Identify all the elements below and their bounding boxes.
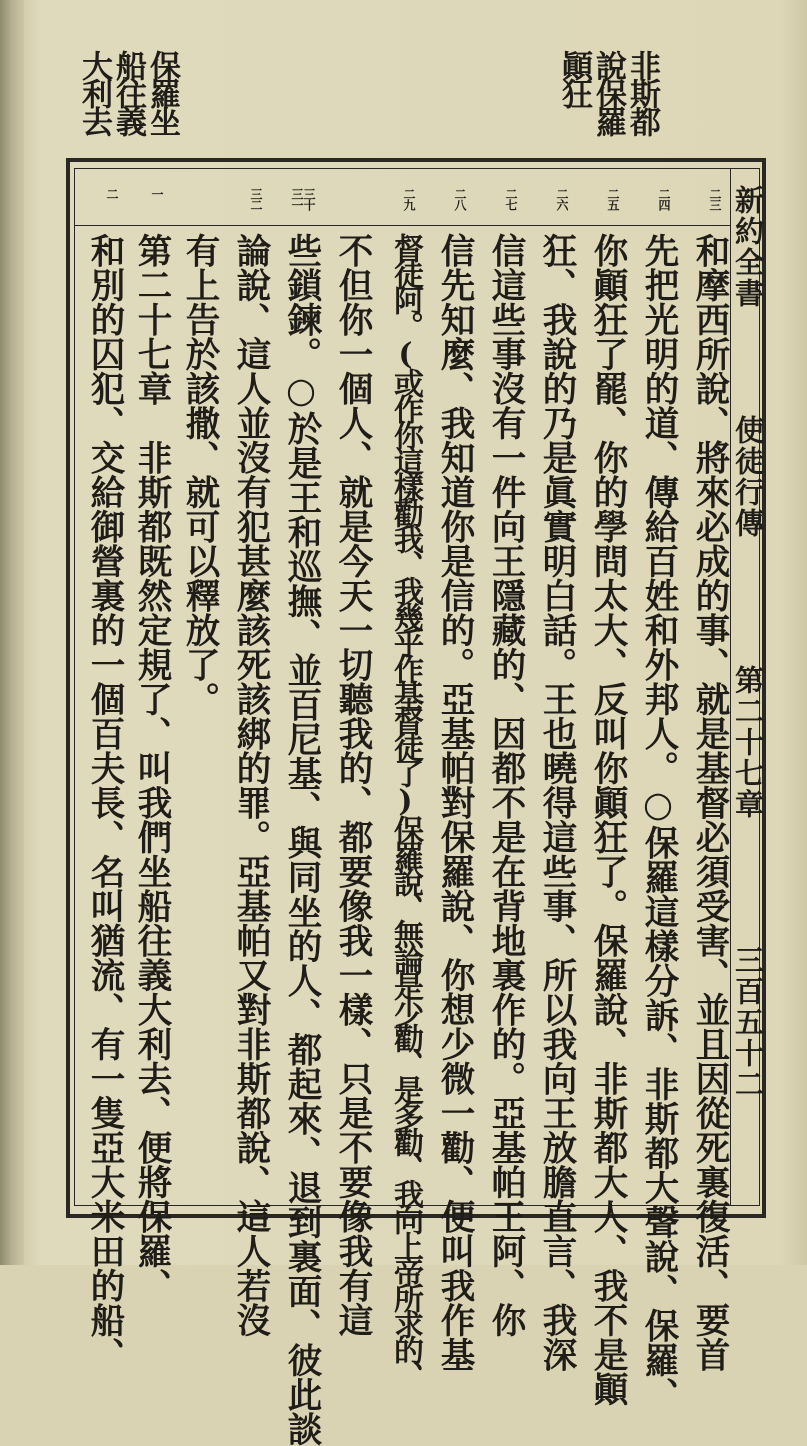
text-column: 信先知麼、我知道你是信的。亞基帕對保羅說、你想少微一勸、便叫我作基 <box>434 233 474 1372</box>
headnote-line: 船往義 <box>110 50 146 134</box>
verse-number: 二八 <box>453 188 467 210</box>
chapter-label: 第二十七章 <box>731 665 765 820</box>
chapter-heading-column: 第二十七章 非斯都既然定規了、叫我們坐船往義大利去、便將保羅、 <box>131 233 171 1303</box>
text-column: 論說、這人並沒有犯甚麼該死該綁的罪。亞基帕又對非斯都說、這人若沒 <box>230 233 270 1337</box>
text-column: 和別的囚犯、交給御營裏的一個百夫長、名叫猶流、有一隻亞大米田的船、 <box>84 233 124 1372</box>
headnote-line: 說保羅 <box>590 50 626 134</box>
headnote-line: 非斯都 <box>624 50 660 134</box>
book-name: 使徒行傳 <box>731 415 765 539</box>
verse-number: 二 <box>105 188 119 199</box>
text-column: 不但你一個人、就是今天一切聽我的、都要像我一樣、只是不要像我有這 <box>332 233 372 1337</box>
verse-number: 三二 <box>249 188 263 210</box>
verse-number: 二六 <box>555 188 569 210</box>
verse-number: 二五 <box>606 188 620 210</box>
text-column: 先把光明的道、傳給百姓和外邦人。○保羅這樣分訴、非斯都大聲說、保羅、 <box>638 233 678 1412</box>
text-column: 狂、我說的乃是眞實明白話。王也曉得這些事、所以我向王放膽直言、我深 <box>536 233 576 1372</box>
headnote-right <box>558 50 660 134</box>
text-column: 信這些事沒有一件向王隱藏的、因都不是在背地裏作的。亞基帕王阿、你 <box>485 233 525 1337</box>
verse-number: 二九 <box>402 188 416 210</box>
headnote-line: 大利去 <box>76 50 112 134</box>
verse-number: 二四 <box>657 188 671 210</box>
headnote-left <box>78 50 180 134</box>
headnote-line: 顚狂 <box>556 50 592 106</box>
verse-number: 二七 <box>504 188 518 210</box>
text-column: 有上告於該撒、就可以釋放了。 <box>179 233 219 716</box>
verse-number: 三十 三一 <box>290 188 316 210</box>
verse-number: 一 <box>150 188 164 199</box>
text-column: 督徒阿。(或作你這樣勸我、我幾乎作基督徒了)保羅說、無論是少勸、是多勸、我向上帝所求的、 <box>388 233 423 1387</box>
text-column: 和摩西所說、將來必成的事、就是基督必須受害、並且因從死裏復活、要首 <box>689 233 729 1372</box>
book-title: 新約全書 <box>731 185 765 309</box>
headnote-line: 保羅坐 <box>144 50 180 134</box>
text-column: 些鎖鍊。○於是王和巡撫、並百尼基、與同坐的人、都起來、退到裏面、彼此談 <box>281 233 321 1446</box>
verse-number: 二三 <box>708 188 722 210</box>
text-column: 你顚狂了罷、你的學問太大、反叫你顚狂了。保羅說、非斯都大人、我不是顚 <box>587 233 627 1406</box>
book-spine <box>0 0 24 1265</box>
page-number: 三百五十二 <box>731 945 765 1100</box>
